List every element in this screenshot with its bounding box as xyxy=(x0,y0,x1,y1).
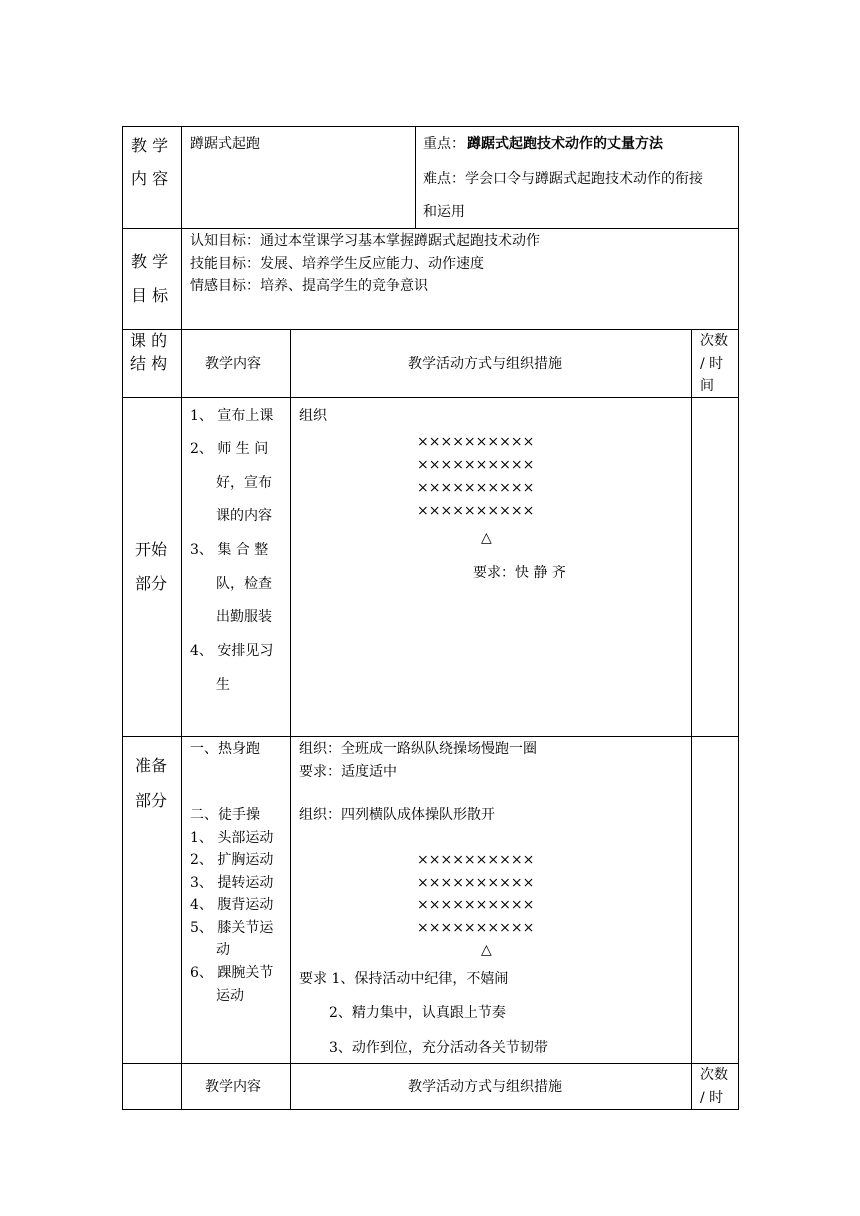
column-divider xyxy=(290,329,291,1110)
row-label-teaching-content: 教 学 xyxy=(131,136,169,155)
formation-row: ×××××××××× xyxy=(417,897,535,913)
formation-row: ×××××××××× xyxy=(417,434,535,450)
section-label-prep: 部分 xyxy=(135,791,168,810)
row-label-teaching-goals: 目 标 xyxy=(131,286,169,305)
formation-row: ×××××××××× xyxy=(417,875,535,891)
list-item: 5、 膝关节运 xyxy=(190,920,274,936)
requirement-text: 2、精力集中，认真跟上节奏 xyxy=(329,1005,506,1021)
organization-text: 组织：四列横队成体操队形散开 xyxy=(299,807,495,823)
list-item: 2、 师 生 问 xyxy=(190,441,269,457)
row-divider xyxy=(122,397,739,398)
teacher-position-icon: △ xyxy=(481,942,492,958)
goal-skill: 技能目标：发展、培养学生反应能力、动作速度 xyxy=(190,256,484,272)
table-border-right xyxy=(738,126,739,1110)
list-item: 1、 头部运动 xyxy=(190,830,274,846)
list-item: 2、 扩胸运动 xyxy=(190,852,274,868)
key-point-label: 重点： xyxy=(423,136,465,152)
header-count: 次数 xyxy=(700,1067,728,1083)
list-item: 1、 宣布上课 xyxy=(190,408,274,424)
requirement-text: 3、动作到位，充分活动各关节韧带 xyxy=(329,1040,548,1056)
list-item: 课的内容 xyxy=(216,508,272,524)
key-point-text: 蹲踞式起跑技术动作的丈量方法 xyxy=(467,136,663,152)
header-structure: 结 构 xyxy=(130,354,168,373)
header-count: 间 xyxy=(700,378,714,394)
difficult-point: 难点：学会口令与蹲踞式起跑技术动作的衔接 xyxy=(423,171,703,187)
list-item: 二、徒手操 xyxy=(190,807,260,823)
header-activity: 教学活动方式与组织措施 xyxy=(408,1079,562,1095)
requirement-text: 要求：快 静 齐 xyxy=(473,565,566,581)
list-item: 出勤服装 xyxy=(216,609,272,625)
list-item: 4、 腹背运动 xyxy=(190,897,274,913)
formation-row: ×××××××××× xyxy=(417,852,535,868)
goal-emotion: 情感目标：培养、提高学生的竞争意识 xyxy=(190,278,428,294)
table-border-left xyxy=(122,126,123,1110)
list-item: 3、 集 合 整 xyxy=(190,542,269,558)
goal-cognitive: 认知目标：通过本堂课学习基本掌握蹲踞式起跑技术动作 xyxy=(190,233,540,249)
organization-label: 组织 xyxy=(299,408,327,424)
list-item: 动 xyxy=(216,942,230,958)
column-divider xyxy=(691,329,692,1110)
header-content: 教学内容 xyxy=(205,1079,261,1095)
formation-row: ×××××××××× xyxy=(417,503,535,519)
difficult-point-cont: 和运用 xyxy=(423,204,465,220)
header-count: 次数 xyxy=(700,333,728,349)
formation-row: ×××××××××× xyxy=(417,480,535,496)
row-divider xyxy=(122,736,739,737)
formation-row: ×××××××××× xyxy=(417,457,535,473)
table-border-top xyxy=(122,126,739,127)
list-item: 好，宣布 xyxy=(216,475,272,491)
row-label-teaching-content: 内 容 xyxy=(131,169,169,188)
header-content: 教学内容 xyxy=(205,356,261,372)
list-item: 一、热身跑 xyxy=(190,741,260,757)
list-item: 生 xyxy=(216,677,230,693)
formation-row: ×××××××××× xyxy=(417,920,535,936)
section-label-start: 部分 xyxy=(135,574,168,593)
requirement-text: 要求：适度适中 xyxy=(299,764,397,780)
header-structure: 课 的 xyxy=(130,331,168,350)
organization-text: 组织：全班成一路纵队绕操场慢跑一圈 xyxy=(299,741,537,757)
requirement-text: 要求 1、保持活动中纪律，不嬉闹 xyxy=(299,971,509,987)
table-border-bottom xyxy=(122,1109,739,1110)
list-item: 队，检查 xyxy=(216,576,272,592)
list-item: 3、 提转运动 xyxy=(190,875,274,891)
list-item: 6、 踝腕关节 xyxy=(190,965,274,981)
lesson-topic: 蹲踞式起跑 xyxy=(190,136,260,152)
row-divider xyxy=(122,228,739,229)
row-divider xyxy=(122,329,739,330)
list-item: 运动 xyxy=(216,988,244,1004)
section-label-prep: 准备 xyxy=(135,756,168,775)
column-divider xyxy=(181,126,182,1110)
header-count: / 时 xyxy=(700,356,724,372)
column-divider xyxy=(415,126,416,229)
list-item: 4、 安排见习 xyxy=(190,643,274,659)
section-label-start: 开始 xyxy=(135,540,168,559)
header-count: / 时 xyxy=(700,1090,724,1106)
row-label-teaching-goals: 教 学 xyxy=(131,252,169,271)
row-divider xyxy=(122,1063,739,1064)
header-activity: 教学活动方式与组织措施 xyxy=(408,356,562,372)
teacher-position-icon: △ xyxy=(481,530,492,546)
